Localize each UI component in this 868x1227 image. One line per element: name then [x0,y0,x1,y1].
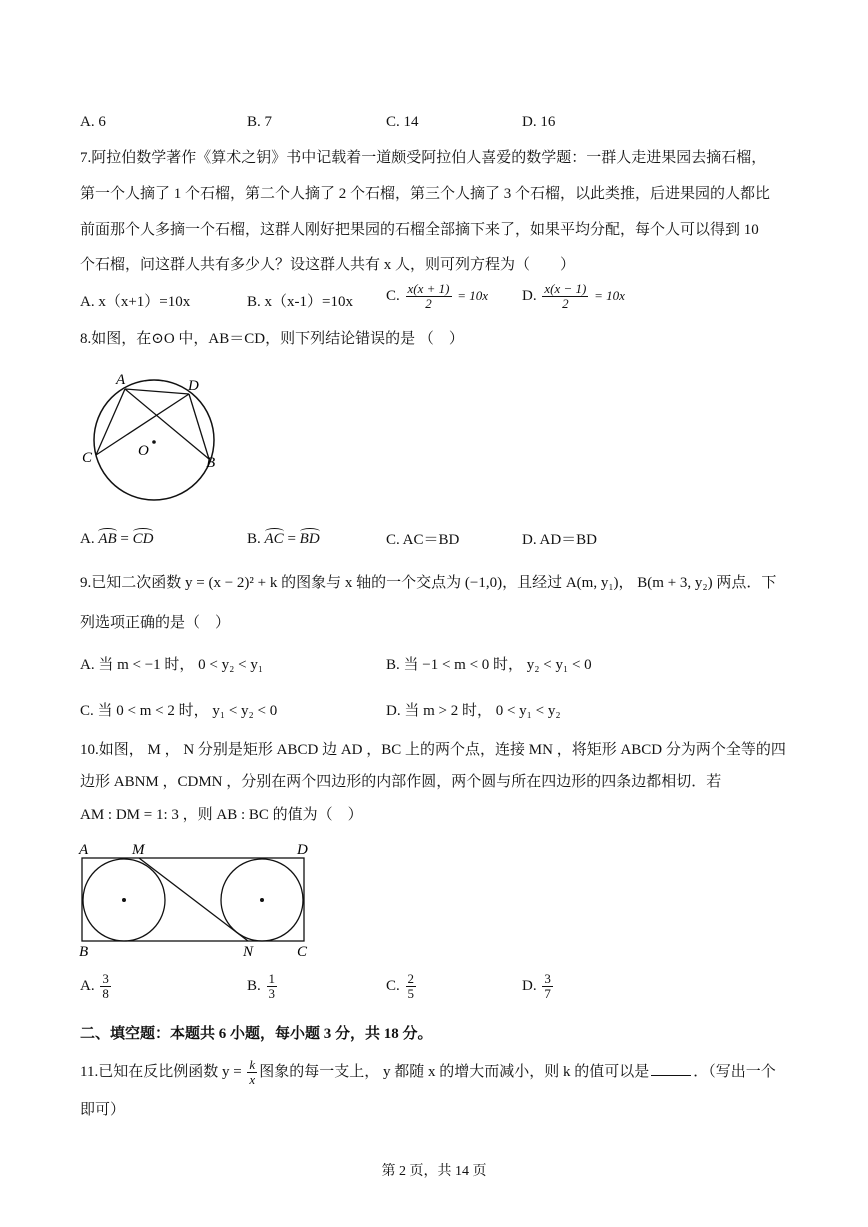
q8-stem: 8.如图，在⊙O 中，AB＝CD，则下列结论错误的是 （ ） [80,331,464,347]
q10-option-c-fraction: $\frac{2}{5}$ [407,971,415,1001]
q7-line-1: 7.阿拉伯数学著作《算术之钥》书中记载着一道颇受阿拉伯人喜爱的数学题：一群人走进果园去摘石榴， [80,150,767,166]
q7-option-c-fraction: $\frac{x(x + 1)}{2}$ [407,281,450,311]
q6-option-d: D. 16 [522,114,556,130]
chord-ad [125,389,189,394]
q10-option-c: C. $\frac{2}{5}$ [386,971,415,1001]
label-d: D [188,378,199,394]
q7-option-d-fraction: $\frac{x(x - 1)}{2}$ [544,281,587,311]
q6-option-c: C. 14 [386,114,419,130]
circle-o [94,380,214,500]
q8-circle-figure [78,368,228,508]
right-center-dot [260,898,264,902]
section-heading-fill-in: 二、填空题：本题共 6 小题，每小题 3 分，共 18 分。 [80,1026,433,1042]
label-n: N [243,944,254,960]
q8-option-b: B. AC = BD [247,528,320,548]
q10-line-2: 边形 ABNM ，CDMN ，分别在两个四边形的内部作圆，两个圆与所在四边形的四条边都相切．若 [80,774,722,790]
label-c: C [82,450,93,466]
q10-option-d-fraction: $\frac{3}{7}$ [544,971,551,1001]
q11-line-2: 即可） [80,1102,126,1118]
q8-option-c: C. AC＝BD [386,532,460,548]
q9-option-b: B. 当 −1 < m < 0 时， y₂ < y₁ < 0 [386,657,592,673]
q6-option-a: A. 6 [80,114,106,130]
label-b: B [206,455,216,471]
q6-option-b: B. 7 [247,114,273,130]
label-d: D [297,842,308,858]
q10-line-1: 10.如图， M ， N 分别是矩形 ABCD 边 AD ，BC 上的两个点，连接 MN ，将矩形 ABCD 分为两个全等的四 [80,742,786,758]
q7-option-c: C. $\frac{x(x + 1)}{2}$ = 10x [386,281,489,311]
q7-option-a: A. x（x+1）=10x [80,294,191,310]
chord-bd [189,394,209,459]
q9-option-d: D. 当 m > 2 时， 0 < y₁ < y₂ [386,703,561,719]
q8-option-d: D. AD＝BD [522,532,598,548]
q7-option-d: D. $\frac{x(x - 1)}{2}$ = 10x [522,281,625,311]
label-b: B [79,944,89,960]
q10-line-3: AM : DM = 1: 3 ，则 AB : BC 的值为（ ） [80,807,363,823]
q10-option-a: A. $\frac{3}{8}$ [80,971,109,1001]
q11-fraction: $\frac{k}{x}$ [249,1057,256,1087]
q10-option-b: B. $\frac{1}{3}$ [247,971,276,1001]
q11-answer-blank[interactable] [651,1075,691,1076]
label-c: C [297,944,308,960]
center-dot [152,440,156,444]
label-m: M [132,842,145,858]
q7-line-4: 个石榴，问这群人共有多少人？设这群人共有 x 人，则可列方程为（ ） [80,257,576,273]
label-a: A [116,372,126,388]
q10-option-a-fraction: $\frac{3}{8}$ [102,971,109,1001]
q9-line-1: 9.已知二次函数 y = (x − 2)² + k 的图象与 x 轴的一个交点为 (−1,0)，且经过 A(m, y₁)， B(m + 3, y₂) 两点．下 [80,575,777,591]
q7-option-b: B. x（x-1）=10x [247,294,353,310]
left-center-dot [122,898,126,902]
q7-line-3: 前面那个人多摘一个石榴，这群人刚好把果园的石榴全部摘下来了，如果平均分配，每个人可以得到 10 [80,222,759,238]
q10-rectangle-figure [76,838,316,962]
label-o: O [138,443,149,459]
q8-option-a: A. AB = CD [80,528,153,548]
q9-option-c: C. 当 0 < m < 2 时， y₁ < y₂ < 0 [80,703,278,719]
q7-line-2: 第一个人摘了 1 个石榴，第二个人摘了 2 个石榴，第三个人摘了 3 个石榴，以此类推，后进果园的人都比 [80,186,771,202]
q10-option-d: D. $\frac{3}{7}$ [522,971,551,1001]
q9-line-2: 列选项正确的是（ ） [80,615,231,631]
label-a: A [79,842,89,858]
q10-option-b-fraction: $\frac{1}{3}$ [268,971,276,1001]
segment-mn [139,858,248,941]
q11-line-1: 11.已知在反比例函数 y = $\frac{k}{x}$ 图象的每一支上， y 都随 x 的增大而减小，则 k 的值可以是 ．（写出一个 [80,1057,776,1087]
page-footer: 第 2 页，共 14 页 [381,1164,487,1179]
q9-option-a: A. 当 m < −1 时， 0 < y₂ < y₁ [80,657,264,673]
